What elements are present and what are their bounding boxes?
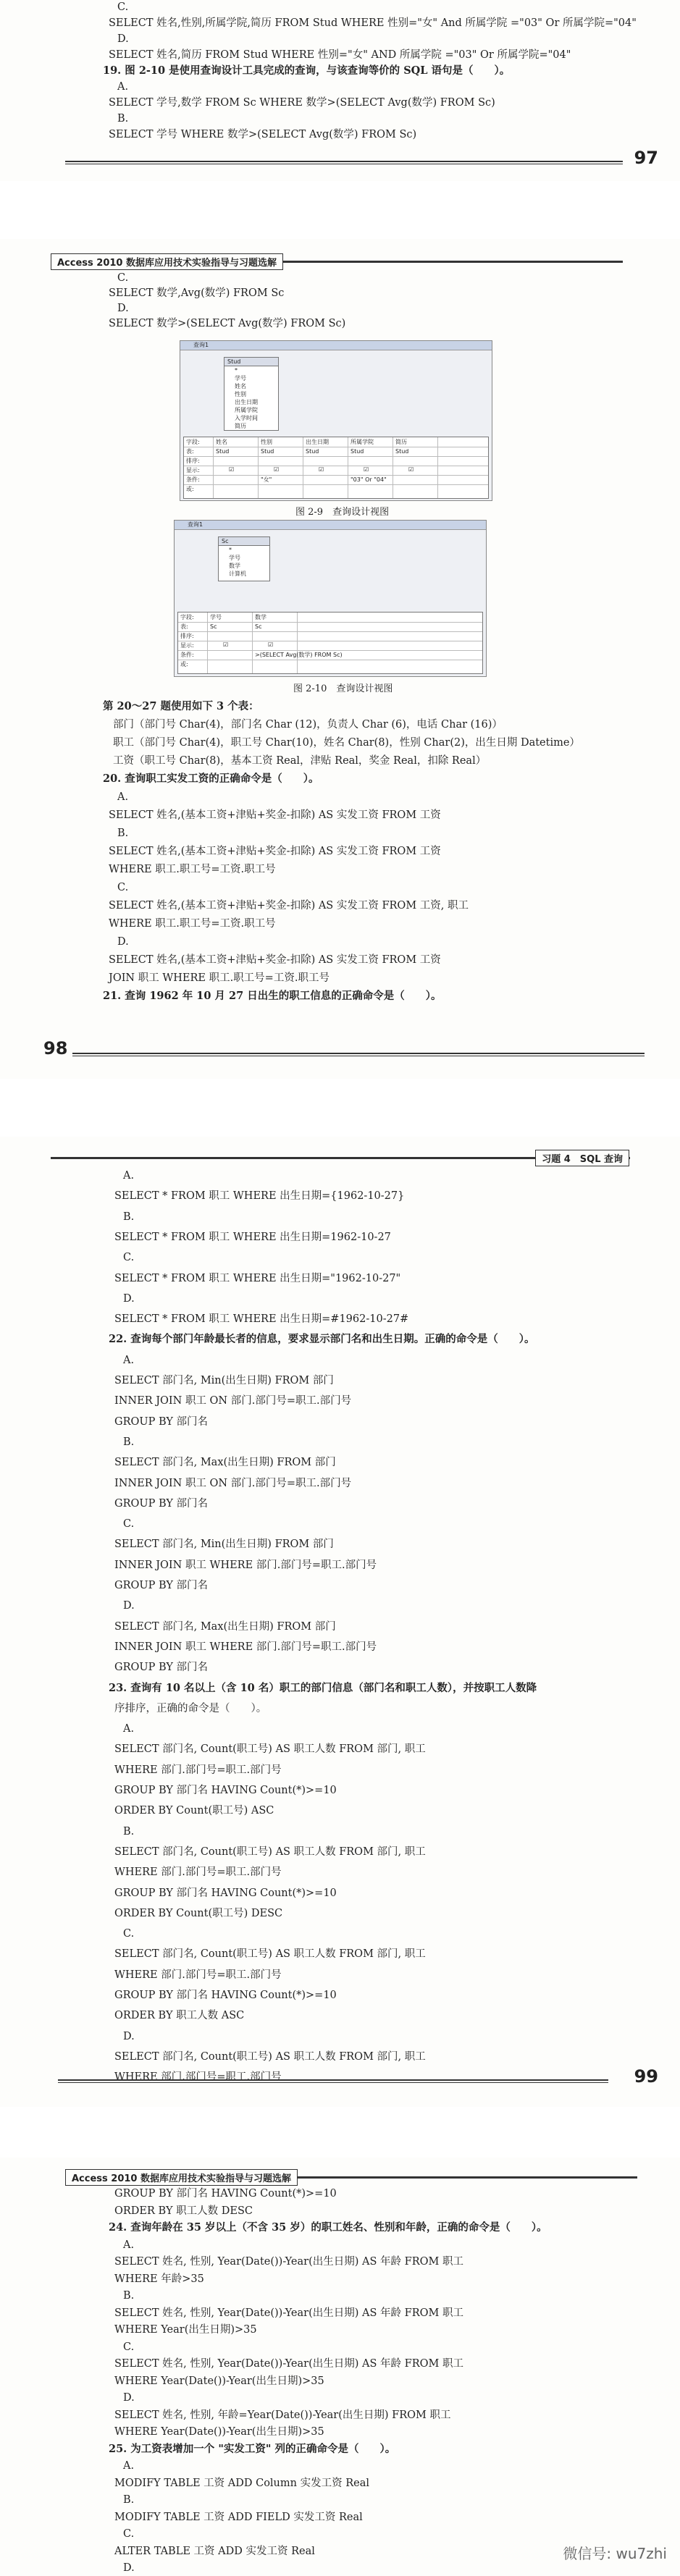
page-99 — [0, 1137, 680, 2107]
option-label: A. — [123, 2460, 135, 2472]
field-item: 学号 — [229, 555, 240, 561]
grid-row-label: 字段: — [186, 439, 200, 445]
grid-field-cell: 学号 — [210, 614, 222, 620]
question-stem: 24. 查询年龄在 35 岁以上（不含 35 岁）的职工姓名、性别和年龄，正确的命令是（ ）。 — [109, 2221, 547, 2234]
running-header: 习题 4 SQL 查询 — [535, 1150, 629, 1166]
grid-table-cell: Stud — [306, 448, 319, 455]
field-item: 姓名 — [235, 383, 246, 390]
option-text: GROUP BY 部门名 — [114, 1415, 209, 1428]
option-label: A. — [117, 791, 129, 803]
option-text: GROUP BY 部门名 HAVING Count(*)>=10 — [114, 1887, 337, 1899]
field-item: * — [229, 547, 232, 553]
grid-row-label: 排序: — [186, 458, 200, 464]
field-item: 数学 — [229, 563, 240, 569]
show-checkbox-icon: ☑ — [408, 466, 414, 473]
option-text: 序排序，正确的命令是（ ）。 — [114, 1702, 267, 1714]
option-label: B. — [117, 113, 129, 125]
page-98 — [0, 239, 680, 1079]
option-text: SELECT 数学>(SELECT Avg(数学) FROM Sc) — [109, 318, 346, 329]
page-97 — [0, 0, 680, 181]
question-stem: 23. 查询有 10 名以上（含 10 名）职工的部门信息（部门名和职工人数），并按职工人数降 — [109, 1681, 537, 1694]
show-checkbox-icon: ☑ — [223, 641, 229, 648]
option-text: SELECT 姓名,(基本工资+津贴+奖金-扣除) AS 实发工资 FROM 工资 — [109, 809, 441, 821]
option-text: SELECT 部门名, Min(出生日期) FROM 部门 — [114, 1375, 334, 1386]
field-item: 性别 — [235, 391, 246, 397]
grid-table-cell: Stud — [351, 448, 364, 455]
question-stem: 19. 图 2-10 是使用查询设计工具完成的查询，与该查询等价的 SQL 语句是（ ）。 — [103, 64, 511, 77]
option-text: 工资（职工号 Char(8)，基本工资 Real，津贴 Real，奖金 Real，扣除 Real） — [113, 755, 487, 767]
option-label: D. — [117, 33, 129, 45]
field-item: 学号 — [235, 375, 246, 382]
option-text: MODIFY TABLE 工资 ADD FIELD 实发工资 Real — [114, 2511, 363, 2523]
option-label: C. — [117, 882, 129, 893]
page-number: 99 — [634, 2066, 658, 2087]
table-name: Sc — [219, 537, 269, 546]
grid-row-label: 字段: — [180, 614, 194, 620]
option-text: GROUP BY 部门名 HAVING Count(*)>=10 — [114, 1785, 337, 1796]
option-text: SELECT * FROM 职工 WHERE 出生日期={1962-10-27} — [114, 1190, 405, 1203]
option-text: GROUP BY 部门名 HAVING Count(*)>=10 — [114, 2188, 337, 2200]
option-text: SELECT 部门名, Max(出生日期) FROM 部门 — [114, 1457, 336, 1469]
option-label: C. — [117, 272, 129, 284]
option-text: ORDER BY Count(职工号) ASC — [114, 1805, 274, 1817]
option-text: WHERE 年龄>35 — [114, 2273, 204, 2285]
option-text: SELECT 学号,数学 FROM Sc WHERE 数学>(SELECT Avg(数学) FROM Sc) — [109, 97, 495, 109]
table-field-list — [224, 357, 279, 431]
option-text: SELECT * FROM 职工 WHERE 出生日期=#1962-10-27# — [114, 1313, 409, 1326]
option-text: SELECT 姓名, 性别, Year(Date())-Year(出生日期) AS 年龄 FROM 职工 — [114, 2307, 463, 2319]
grid-row-label: 条件: — [180, 652, 194, 658]
option-text: WHERE Year(出生日期)>35 — [114, 2324, 257, 2336]
grid-table-cell: Stud — [261, 448, 274, 455]
option-label: A. — [123, 1170, 135, 1182]
option-text: SELECT 姓名, 性别, 年龄=Year(Date())-Year(出生日期) FROM 职工 — [114, 2409, 451, 2421]
grid-row-label: 表: — [180, 623, 188, 630]
footer-rule — [58, 2079, 608, 2083]
show-checkbox-icon: ☑ — [274, 466, 280, 473]
table-field-list — [218, 536, 270, 581]
option-text: SELECT 姓名, 性别, Year(Date())-Year(出生日期) AS 年龄 FROM 职工 — [114, 2256, 463, 2268]
grid-row-label: 条件: — [186, 476, 200, 483]
grid-row-label: 显示: — [180, 642, 194, 649]
option-text: INNER JOIN 职工 ON 部门.部门号=职工.部门号 — [114, 1477, 352, 1489]
option-label: D. — [117, 936, 129, 948]
running-header: Access 2010 数据库应用技术实验指导与习题选解 — [65, 2169, 298, 2186]
field-item: 计算机 — [229, 571, 246, 577]
option-text: WHERE Year(Date())-Year(出生日期)>35 — [114, 2426, 324, 2438]
watermark: 微信号: wu7zhi — [563, 2545, 667, 2562]
grid-row-label: 表: — [186, 448, 194, 455]
option-text: 职工（部门号 Char(4)，职工号 Char(10)，姓名 Char(8)，性别 Char(2)，出生日期 Datetime） — [113, 737, 580, 749]
option-label: B. — [123, 2494, 135, 2506]
grid-row-label: 或: — [180, 661, 188, 668]
option-label: C. — [123, 1928, 135, 1940]
option-text: SELECT * FROM 职工 WHERE 出生日期="1962-10-27" — [114, 1272, 401, 1284]
option-text: SELECT 姓名,(基本工资+津贴+奖金-扣除) AS 实发工资 FROM 工资, 职工 — [109, 900, 469, 912]
running-header: Access 2010 数据库应用技术实验指导与习题选解 — [51, 253, 283, 270]
option-text: JOIN 职工 WHERE 职工.职工号=工资.职工号 — [109, 972, 329, 984]
grid-field-cell: 出生日期 — [306, 439, 329, 445]
grid-table-cell: Sc — [255, 623, 262, 630]
option-text: SELECT 部门名, Max(出生日期) FROM 部门 — [114, 1620, 336, 1633]
grid-field-cell: 性别 — [261, 439, 272, 445]
option-label: B. — [117, 828, 129, 839]
option-text: SELECT 姓名, 性别, Year(Date())-Year(出生日期) AS 年龄 FROM 职工 — [114, 2358, 463, 2370]
figure-caption: 图 2-9 查询设计视图 — [295, 507, 390, 518]
grid-table-cell: Stud — [395, 448, 409, 455]
query-design-figure-2-10 — [174, 520, 487, 677]
option-label: B. — [123, 1211, 135, 1223]
table-name: Stud — [224, 358, 278, 366]
grid-table-cell: Stud — [216, 448, 230, 455]
option-text: SELECT 部门名, Min(出生日期) FROM 部门 — [114, 1539, 334, 1551]
option-text: ORDER BY 职工人数 ASC — [114, 2010, 245, 2022]
option-label: B. — [123, 1436, 135, 1448]
option-text: INNER JOIN 职工 WHERE 部门.部门号=职工.部门号 — [114, 1641, 377, 1653]
option-label: A. — [123, 2239, 135, 2251]
option-text: SELECT 部门名, Count(职工号) AS 职工人数 FROM 部门, 职工 — [114, 1845, 426, 1858]
option-label: B. — [123, 2290, 135, 2302]
option-text: ORDER BY Count(职工号) DESC — [114, 1907, 283, 1919]
grid-field-cell: 所属学院 — [351, 439, 374, 445]
option-label: C. — [123, 1518, 135, 1531]
page-number: 98 — [43, 1038, 68, 1058]
question-stem: 20. 查询职工实发工资的正确命令是（ ）。 — [103, 773, 319, 785]
grid-field-cell: 姓名 — [216, 439, 227, 445]
option-text: SELECT 姓名,性别,所属学院,简历 FROM Stud WHERE 性别="女" And 所属学院 ="03" Or 所属学院="04" — [109, 17, 637, 29]
grid-row-label: 显示: — [186, 467, 200, 473]
design-grid — [177, 612, 483, 674]
grid-criteria-cell: >(SELECT Avg(数学) FROM Sc) — [255, 652, 343, 658]
option-text: WHERE 职工.职工号=工资.职工号 — [109, 918, 276, 930]
figure-caption: 图 2-10 查询设计视图 — [293, 683, 393, 694]
option-text: SELECT * FROM 职工 WHERE 出生日期=1962-10-27 — [114, 1231, 391, 1243]
option-text: SELECT 数学,Avg(数学) FROM Sc — [109, 287, 285, 299]
option-text: WHERE 部门.部门号=职工.部门号 — [114, 1866, 282, 1879]
query-design-figure-2-9 — [180, 340, 492, 501]
field-item: 入学时间 — [235, 415, 258, 421]
figure-title: 查询1 — [188, 521, 203, 528]
option-text: INNER JOIN 职工 WHERE 部门.部门号=职工.部门号 — [114, 1559, 377, 1571]
grid-criteria-cell: "女" — [261, 476, 272, 483]
question-stem: 第 20～27 题使用如下 3 个表： — [103, 700, 259, 712]
option-text: SELECT 姓名,(基本工资+津贴+奖金-扣除) AS 实发工资 FROM 工资 — [109, 846, 441, 857]
option-label: D. — [123, 2030, 135, 2042]
grid-field-cell: 数学 — [255, 614, 266, 620]
grid-field-cell: 简历 — [395, 439, 407, 445]
footer-rule — [65, 161, 623, 164]
option-label: D. — [123, 2392, 135, 2404]
show-checkbox-icon: ☑ — [268, 641, 274, 648]
field-item: * — [235, 367, 238, 374]
option-text: WHERE 部门.部门号=职工.部门号 — [114, 1969, 282, 1981]
option-text: WHERE 职工.职工号=工资.职工号 — [109, 864, 276, 875]
footer-rule — [72, 1053, 645, 1056]
option-label: A. — [117, 81, 129, 93]
option-text: SELECT 学号 WHERE 数学>(SELECT Avg(数学) FROM Sc) — [109, 129, 417, 140]
option-label: D. — [117, 303, 129, 314]
option-text: GROUP BY 部门名 — [114, 1497, 209, 1510]
option-label: B. — [123, 1825, 135, 1838]
option-text: SELECT 部门名, Count(职工号) AS 职工人数 FROM 部门, 职工 — [114, 2050, 426, 2063]
show-checkbox-icon: ☑ — [229, 466, 235, 473]
option-text: GROUP BY 部门名 HAVING Count(*)>=10 — [114, 1990, 337, 2001]
option-text: SELECT 部门名, Count(职工号) AS 职工人数 FROM 部门, 职工 — [114, 1948, 426, 1961]
question-stem: 21. 查询 1962 年 10 月 27 日出生的职工信息的正确命令是（ ）。 — [103, 990, 442, 1002]
option-text: SELECT 部门名, Count(职工号) AS 职工人数 FROM 部门, 职工 — [114, 1743, 426, 1756]
page-100 — [0, 2158, 680, 2576]
option-text: GROUP BY 部门名 — [114, 1580, 209, 1591]
option-text: ORDER BY 职工人数 DESC — [114, 2205, 253, 2217]
option-label: D. — [123, 1600, 135, 1612]
grid-table-cell: Sc — [210, 623, 217, 630]
option-label: C. — [123, 2341, 135, 2353]
option-text: SELECT 姓名,(基本工资+津贴+奖金-扣除) AS 实发工资 FROM 工资 — [109, 954, 441, 966]
option-text: GROUP BY 部门名 — [114, 1662, 209, 1674]
option-text: ALTER TABLE 工资 ADD 实发工资 Real — [114, 2545, 315, 2557]
option-label: C. — [123, 1252, 135, 1264]
option-text: WHERE 部门.部门号=职工.部门号 — [114, 1764, 282, 1776]
option-label: C. — [123, 2528, 135, 2540]
option-label: A. — [123, 1723, 135, 1735]
field-item: 简历 — [235, 423, 246, 429]
page-number: 97 — [634, 148, 658, 168]
field-item: 所属学院 — [235, 407, 258, 413]
show-checkbox-icon: ☑ — [319, 466, 324, 473]
grid-criteria-cell: "03" Or "04" — [351, 476, 387, 483]
question-stem: 25. 为工资表增加一个 "实发工资" 列的正确命令是（ ）。 — [109, 2442, 396, 2455]
show-checkbox-icon: ☑ — [364, 466, 369, 473]
option-text: 部门（部门号 Char(4)，部门名 Char (12)，负责人 Char (6)，电话 Char (16)） — [113, 719, 503, 731]
figure-title: 查询1 — [193, 342, 209, 348]
option-text: WHERE Year(Date())-Year(出生日期)>35 — [114, 2375, 324, 2387]
option-label: A. — [123, 1354, 135, 1366]
option-text: WHERE 部门.部门号=职工.部门号 — [114, 2071, 282, 2084]
field-item: 出生日期 — [235, 399, 258, 405]
option-text: MODIFY TABLE 工资 ADD Column 实发工资 Real — [114, 2477, 369, 2489]
grid-row-label: 排序: — [180, 633, 194, 639]
question-stem: 22. 查询每个部门年龄最长者的信息，要求显示部门名和出生日期。正确的命令是（ ）。 — [109, 1333, 535, 1346]
option-text: SELECT 姓名,简历 FROM Stud WHERE 性别="女" AND 所属学院 ="03" Or 所属学院="04" — [109, 49, 571, 61]
design-grid — [183, 437, 489, 499]
option-text: INNER JOIN 职工 ON 部门.部门号=职工.部门号 — [114, 1395, 352, 1407]
grid-row-label: 或: — [186, 486, 194, 492]
option-label: D. — [123, 2562, 135, 2574]
option-label: D. — [123, 1292, 135, 1305]
option-label: C. — [117, 1, 129, 13]
